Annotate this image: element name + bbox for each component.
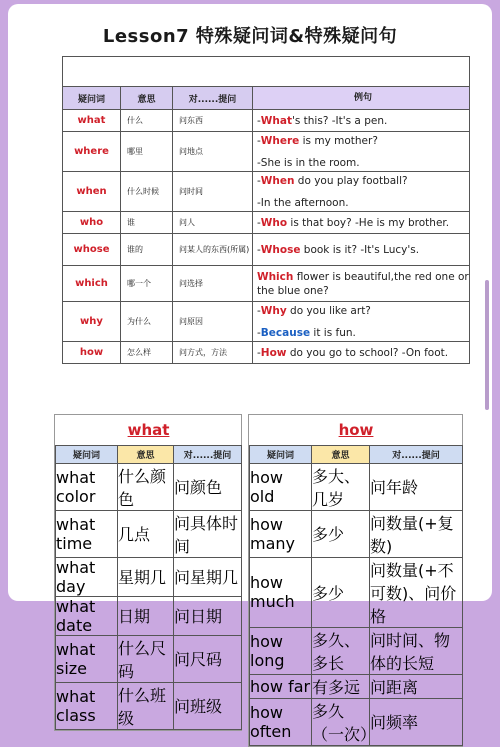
sentence-text: - [257, 216, 261, 229]
how-phrases-table [249, 415, 463, 746]
phrase-asks: 问具体时间 [174, 510, 242, 557]
phrase-asks: 问数量(+不可数)、问价格 [370, 557, 463, 627]
table-blank-header-row [63, 57, 470, 87]
example-sentence [253, 110, 470, 132]
sentence-text: - [257, 326, 261, 339]
asks-about: 问东西 [173, 110, 253, 132]
scrollbar[interactable] [485, 280, 489, 410]
sentence-text: - [257, 243, 261, 256]
question-word: whose [63, 234, 121, 266]
example-line [257, 174, 469, 188]
phrase: how much [250, 557, 312, 627]
phrase: how many [250, 510, 312, 557]
header-asks: 对......提问 [173, 87, 253, 110]
phrase-asks: 问班级 [174, 682, 242, 729]
sentence-text: - [257, 304, 261, 317]
table-row [63, 172, 470, 212]
highlighted-word: Why [260, 304, 287, 317]
question-word: which [63, 266, 121, 302]
highlighted-word: When [260, 174, 295, 187]
word-meaning: 哪里 [121, 132, 173, 172]
phrase-asks: 问频率 [370, 698, 463, 745]
asks-about: 问时间 [173, 172, 253, 212]
header-example: 例句 [253, 87, 470, 110]
question-word: who [63, 212, 121, 234]
phrase-asks: 问距离 [370, 674, 463, 698]
word-meaning: 哪一个 [121, 266, 173, 302]
table-row [250, 698, 463, 745]
example-sentence [253, 234, 470, 266]
sentence-text: - [257, 114, 261, 127]
phrase-asks: 问颜色 [174, 463, 242, 510]
phrase-meaning: 什么尺码 [118, 635, 174, 682]
page-title: Lesson7 特殊疑问词&特殊疑问句 [102, 26, 398, 47]
phrase: how long [250, 627, 312, 674]
what-header-meaning: 意思 [118, 445, 174, 463]
asks-about: 问地点 [173, 132, 253, 172]
highlighted-word: Which [257, 270, 294, 283]
table-row [56, 682, 242, 729]
table-row [250, 463, 463, 510]
worksheet-page [8, 4, 492, 744]
sentence-text: -In the afternoon. [257, 196, 349, 209]
how-phrases-box [248, 414, 463, 747]
phrase: how far [250, 674, 312, 698]
phrase: how often [250, 698, 312, 745]
phrase-asks: 问尺码 [174, 635, 242, 682]
question-word: what [63, 110, 121, 132]
question-word: how [63, 342, 121, 364]
table-row [63, 132, 470, 172]
phrase-meaning: 星期几 [118, 557, 174, 596]
example-line [257, 114, 469, 128]
phrase-meaning: 有多远 [312, 674, 370, 698]
phrase: what date [56, 596, 118, 635]
highlighted-word: Whose [260, 243, 301, 256]
what-header-word: 疑问词 [56, 445, 118, 463]
phrase-meaning: 什么颜色 [118, 463, 174, 510]
highlighted-word: Who [260, 216, 288, 229]
phrase-asks: 问年龄 [370, 463, 463, 510]
example-line [257, 156, 469, 170]
sentence-text: do you like art? [286, 304, 371, 317]
word-meaning: 怎么样 [121, 342, 173, 364]
asks-about: 问选择 [173, 266, 253, 302]
word-meaning: 什么时候 [121, 172, 173, 212]
sentence-text: - [257, 174, 261, 187]
example-line [257, 346, 469, 360]
header-meaning: 意思 [121, 87, 173, 110]
how-header-meaning: 意思 [312, 445, 370, 463]
question-words-table [62, 56, 470, 364]
asks-about: 问某人的东西(所属) [173, 234, 253, 266]
example-sentence [253, 132, 470, 172]
word-meaning: 谁的 [121, 234, 173, 266]
what-table-title: what [127, 420, 170, 439]
phrase-asks: 问时间、物体的长短 [370, 627, 463, 674]
phrase-asks: 问数量(+复数) [370, 510, 463, 557]
phrase: what class [56, 682, 118, 729]
sentence-text: is my mother? [299, 134, 378, 147]
how-header-asks: 对......提问 [370, 445, 463, 463]
table-row [63, 302, 470, 342]
table-row [56, 596, 242, 635]
sentence-text: - [257, 346, 261, 359]
phrase: what color [56, 463, 118, 510]
example-line [257, 216, 469, 230]
word-meaning: 谁 [121, 212, 173, 234]
phrase: what size [56, 635, 118, 682]
sentence-text: - [257, 134, 261, 147]
example-line [257, 270, 469, 298]
example-sentence [253, 212, 470, 234]
example-line [257, 196, 469, 210]
highlighted-word: How [260, 346, 287, 359]
table-row [56, 635, 242, 682]
what-header-asks: 对......提问 [174, 445, 242, 463]
what-phrases-box [54, 414, 242, 731]
phrase-meaning: 多久、多长 [312, 627, 370, 674]
sentence-text: 's this? -It's a pen. [291, 114, 388, 127]
phrase-asks: 问星期几 [174, 557, 242, 596]
table-row [56, 557, 242, 596]
table-row [63, 234, 470, 266]
example-line [257, 134, 469, 148]
sentence-text: book is it? -It's Lucy's. [300, 243, 420, 256]
sentence-text: -She is in the room. [257, 156, 360, 169]
table-row [63, 212, 470, 234]
table-row [63, 110, 470, 132]
table-row [56, 463, 242, 510]
example-sentence [253, 302, 470, 342]
phrase-meaning: 什么班级 [118, 682, 174, 729]
phrase: what time [56, 510, 118, 557]
example-sentence [253, 266, 470, 302]
phrase-meaning: 多大、几岁 [312, 463, 370, 510]
highlighted-word: What [260, 114, 292, 127]
table-row [56, 510, 242, 557]
phrase-meaning: 多少 [312, 557, 370, 627]
table-row [250, 557, 463, 627]
highlighted-word: Because [260, 326, 311, 339]
question-word: where [63, 132, 121, 172]
example-sentence [253, 342, 470, 364]
example-line [257, 326, 469, 340]
phrase-meaning: 多久（一次） [312, 698, 370, 745]
asks-about: 问人 [173, 212, 253, 234]
asks-about: 问方式，方法 [173, 342, 253, 364]
asks-about: 问原因 [173, 302, 253, 342]
example-line [257, 304, 469, 318]
table-row [63, 266, 470, 302]
highlighted-word: Where [260, 134, 300, 147]
what-phrases-table [55, 415, 242, 730]
phrase: what day [56, 557, 118, 596]
phrase-meaning: 日期 [118, 596, 174, 635]
table-row [250, 627, 463, 674]
phrase-asks: 问日期 [174, 596, 242, 635]
word-meaning: 什么 [121, 110, 173, 132]
sentence-text: flower is beautiful,the red one or the blue one? [257, 270, 469, 297]
table-header-row [63, 87, 470, 110]
phrase-meaning: 多少 [312, 510, 370, 557]
question-word: why [63, 302, 121, 342]
example-sentence [253, 172, 470, 212]
example-line [257, 243, 469, 257]
word-meaning: 为什么 [121, 302, 173, 342]
question-word: when [63, 172, 121, 212]
how-table-title: how [338, 420, 374, 439]
phrase: how old [250, 463, 312, 510]
sentence-text: it is fun. [310, 326, 356, 339]
sentence-text: do you play football? [294, 174, 408, 187]
phrase-meaning: 几点 [118, 510, 174, 557]
table-row [250, 510, 463, 557]
table-row [250, 674, 463, 698]
sentence-text: is that boy? -He is my brother. [287, 216, 450, 229]
how-header-word: 疑问词 [250, 445, 312, 463]
header-word: 疑问词 [63, 87, 121, 110]
sentence-text: do you go to school? -On foot. [286, 346, 449, 359]
table-row [63, 342, 470, 364]
